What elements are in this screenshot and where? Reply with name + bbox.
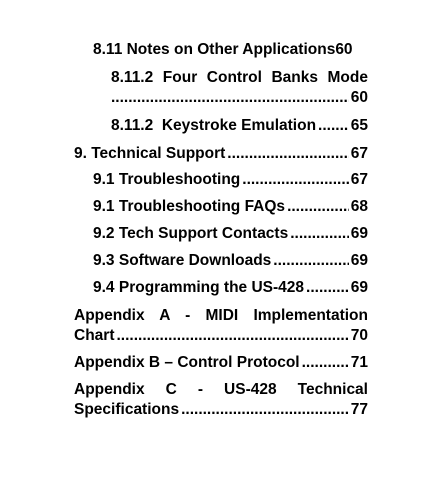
toc-entry-page: 67	[350, 145, 368, 162]
toc-leader-dots	[227, 144, 348, 164]
toc-entry-title-continued: Chart	[74, 327, 115, 344]
toc-leader-dots	[116, 326, 348, 346]
toc-leader-dots	[287, 197, 349, 217]
toc-entry-page: 60	[350, 89, 368, 106]
toc-entry-page: 67	[350, 171, 368, 188]
toc-entry-9[interactable]	[74, 144, 368, 164]
toc-entry-page: 69	[350, 279, 368, 296]
toc-entry-title: 9.1 Troubleshooting	[93, 171, 241, 188]
toc-entry-8-11[interactable]	[93, 40, 368, 60]
toc-leader-dots	[318, 116, 349, 136]
toc-entry-9-1[interactable]	[93, 170, 368, 190]
toc-entry-title: Appendix B – Control Protocol	[74, 354, 300, 371]
toc-entry-title: 8.11.2 Four Control Banks Mode	[111, 69, 368, 86]
toc-entry-title: 8.11.2 Keystroke Emulation	[111, 117, 317, 134]
toc-entry-9-3[interactable]	[93, 251, 368, 271]
toc-leader-dots	[273, 251, 348, 271]
toc-entry-title: Appendix A - MIDI Implementation	[74, 307, 368, 324]
toc-entry-page: 68	[350, 198, 368, 215]
toc-leader-dots	[242, 170, 348, 190]
toc-entry-page: 70	[350, 327, 368, 344]
toc-leader-dots	[111, 88, 349, 108]
toc-entry-page: 65	[350, 117, 368, 134]
toc-entry-8-11-2-keystroke[interactable]	[111, 116, 368, 136]
toc-entry-title: 9.4 Programming the US-428	[93, 279, 305, 296]
toc-entry-title-continued: Specifications	[74, 401, 180, 418]
toc-entry-page: 69	[350, 225, 368, 242]
toc-entry-title: 9.1 Troubleshooting FAQs	[93, 198, 286, 215]
toc-entry-title: 9. Technical Support	[74, 145, 226, 162]
toc-entry-title: 9.2 Tech Support Contacts	[93, 225, 289, 242]
toc-entry-appendix-a[interactable]	[74, 306, 368, 346]
toc-leader-dots	[290, 224, 349, 244]
toc-entry-page: 69	[350, 252, 368, 269]
toc-entry-page: 77	[350, 401, 368, 418]
toc-entry-page: 60	[335, 41, 353, 58]
toc-leader-dots	[306, 278, 349, 298]
toc-entry-9-4[interactable]	[93, 278, 368, 298]
toc-entry-title: 8.11 Notes on Other Applications	[93, 41, 336, 58]
toc-entry-page: 71	[350, 354, 368, 371]
toc-leader-dots	[302, 353, 349, 373]
toc-entry-appendix-b[interactable]	[74, 353, 368, 373]
toc-entry-8-11-2-banks[interactable]	[111, 68, 368, 108]
toc-entry-9-1-faqs[interactable]	[93, 197, 368, 217]
toc-entry-9-2[interactable]	[93, 224, 368, 244]
toc-entry-title: Appendix C - US-428 Technical	[74, 381, 368, 398]
toc-leader-dots	[181, 400, 349, 420]
toc-entry-appendix-c[interactable]	[74, 380, 368, 420]
toc-entry-title: 9.3 Software Downloads	[93, 252, 272, 269]
